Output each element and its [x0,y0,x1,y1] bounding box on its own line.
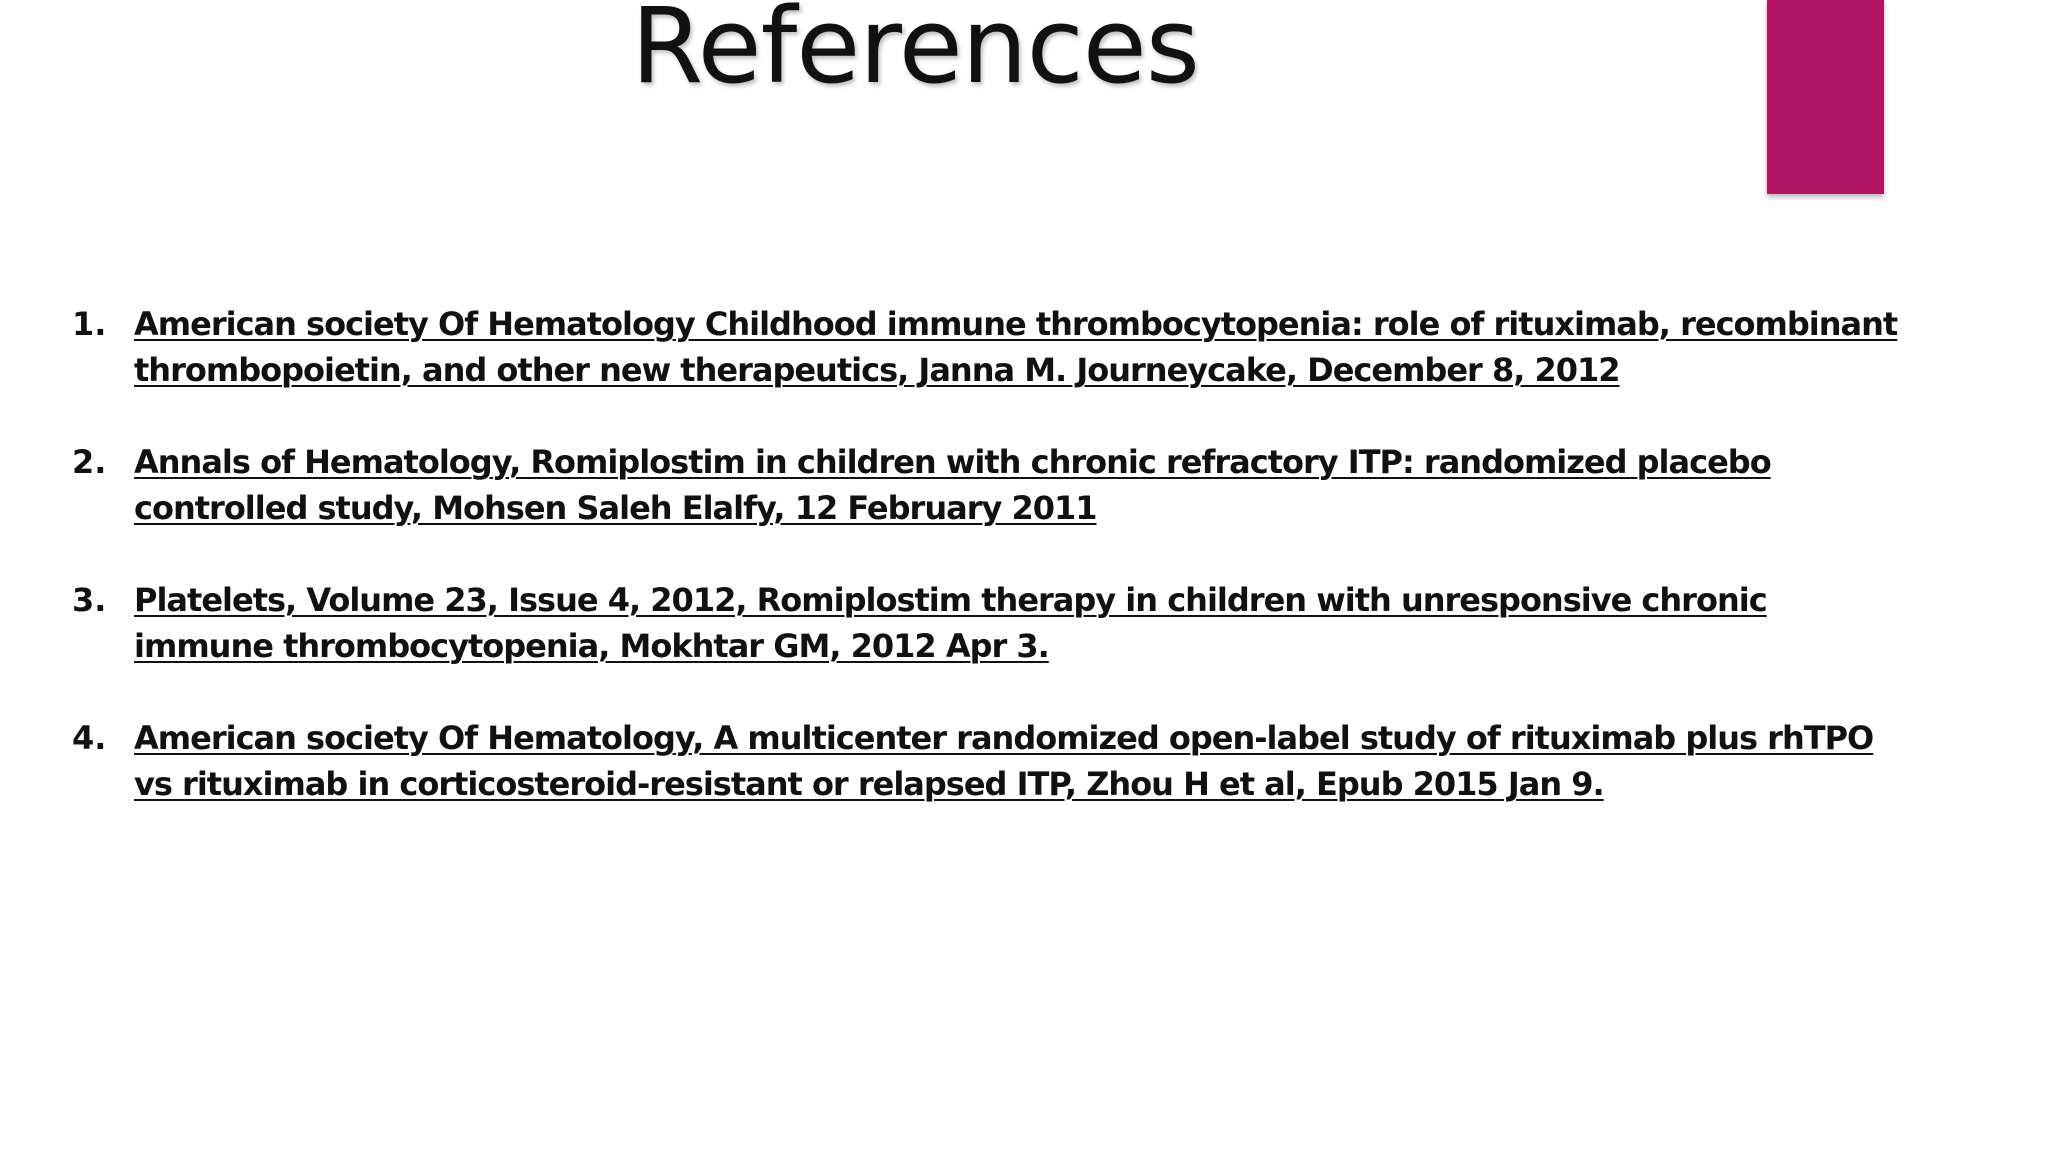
reference-link[interactable]: American society Of Hematology, A multicenter randomized open-label study of rituximab plus rhTPO vs rituximab in corticosteroid-resistant or relapsed ITP, Zhou H et al, Epub 2015 Jan 9. [134,719,1874,803]
reference-link[interactable]: American society Of Hematology Childhood immune thrombocytopenia: role of rituximab, recombinant thrombopoietin, and other new therapeutics, Janna M. Journeycake, December 8, 2012 [134,305,1898,389]
reference-link[interactable]: Platelets, Volume 23, Issue 4, 2012, Romiplostim therapy in children with unresponsive chronic immune thrombocytopenia, Mokhtar GM, 2012 Apr 3. [134,581,1767,665]
reference-list [72,301,1902,853]
reference-item-2 [72,439,1902,531]
reference-number: 1. [72,305,107,343]
accent-bar [1767,0,1884,194]
slide-title: References [631,0,1199,107]
reference-number: 3. [72,581,107,619]
reference-link[interactable]: Annals of Hematology, Romiplostim in children with chronic refractory ITP: randomized placebo controlled study, Mohsen Saleh Elalfy, 12 February 2011 [134,443,1771,527]
reference-item-3 [72,577,1902,669]
reference-item-1 [72,301,1902,393]
reference-number: 2. [72,443,107,481]
reference-item-4 [72,715,1902,807]
reference-number: 4. [72,719,107,757]
